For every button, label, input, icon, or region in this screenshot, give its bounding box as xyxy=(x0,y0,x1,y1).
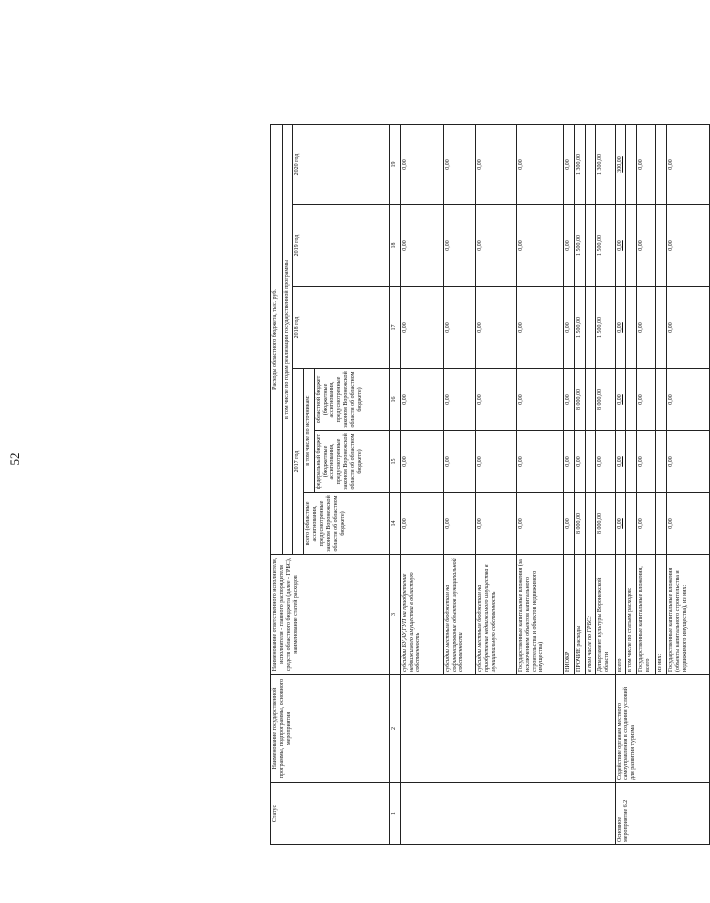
header-year-2018: 2018 год xyxy=(293,287,390,369)
measure-name: Содействие органам местного самоуправления в создании условий для развития туризма xyxy=(615,675,709,783)
header-status: Статус xyxy=(271,783,390,845)
budget-sheet xyxy=(270,125,710,845)
value-cell: 0,00 xyxy=(400,124,443,204)
value-cell: 0,00 xyxy=(564,431,575,493)
value-cell: 1 300,00 xyxy=(596,124,615,204)
value-cell xyxy=(656,493,667,555)
col-number-14: 14 xyxy=(389,493,400,555)
value-cell xyxy=(656,124,667,204)
value-cell: 0,00 xyxy=(443,493,475,555)
value-cell: 0,00 xyxy=(475,431,516,493)
col-number-17: 17 xyxy=(389,287,400,369)
col-number-19: 19 xyxy=(389,124,400,204)
value-cell xyxy=(626,124,637,204)
col-number-2: 2 xyxy=(389,675,400,783)
value-cell: 0,00 xyxy=(666,493,709,555)
row-label: Департамент культуры Воронежской области xyxy=(596,555,615,675)
header-year-2020: 2020 год xyxy=(293,124,390,204)
value-cell: 0,00 xyxy=(443,287,475,369)
value-cell: 0,00 xyxy=(516,205,563,287)
value-cell xyxy=(626,431,637,493)
value-cell: 300,00 xyxy=(615,124,626,204)
value-cell: 0,00 xyxy=(666,205,709,287)
value-cell xyxy=(585,205,596,287)
value-cell: 0,00 xyxy=(666,124,709,204)
value-cell: 0,00 xyxy=(615,205,626,287)
value-cell: 0,00 xyxy=(596,431,615,493)
value-cell xyxy=(656,369,667,431)
row-label: из них: xyxy=(656,555,667,675)
value-cell: 0,00 xyxy=(636,205,655,287)
value-cell: 0,00 xyxy=(636,369,655,431)
value-cell: 0,00 xyxy=(516,287,563,369)
value-cell xyxy=(656,287,667,369)
value-cell: 0,00 xyxy=(564,369,575,431)
value-cell: 0,00 xyxy=(475,369,516,431)
value-cell: 0,00 xyxy=(400,493,443,555)
value-cell: 1 500,00 xyxy=(596,287,615,369)
header-by-years: в том числе по годам реализации государственной программы xyxy=(282,124,293,554)
header-regional-column: областной бюджет (бюджетные ассигнования, предусмотренные законом Воронежской области об областном бюджете) xyxy=(314,369,389,431)
value-cell: 8 000,00 xyxy=(596,493,615,555)
value-cell: 0,00 xyxy=(475,287,516,369)
value-cell: 0,00 xyxy=(400,287,443,369)
value-cell: 0,00 xyxy=(475,124,516,204)
table-row xyxy=(615,124,626,844)
col-number-1: 1 xyxy=(389,783,400,845)
value-cell: 0,00 xyxy=(666,287,709,369)
value-cell: 0,00 xyxy=(615,287,626,369)
value-cell: 0,00 xyxy=(443,205,475,287)
col-number-3: 3 xyxy=(389,555,400,675)
value-cell: 0,00 xyxy=(516,493,563,555)
value-cell: 0,00 xyxy=(615,369,626,431)
value-cell: 1 500,00 xyxy=(596,205,615,287)
value-cell: 0,00 xyxy=(400,369,443,431)
value-cell xyxy=(656,431,667,493)
header-executor: Наименование ответственного исполнителя, исполнителя - главного распорядителя средств областного бюджета (далее - ГРБС), наименование статей расходов xyxy=(271,555,390,675)
header-federal-column: федеральный бюджет (бюджетные ассигнования, предусмотренные законом Воронежской области об областном бюджете) xyxy=(314,431,389,493)
value-cell xyxy=(626,493,637,555)
value-cell: 0,00 xyxy=(516,369,563,431)
value-cell: 0,00 xyxy=(443,431,475,493)
value-cell: 1 500,00 xyxy=(574,287,585,369)
value-cell: 0,00 xyxy=(564,205,575,287)
value-cell: 0,00 xyxy=(564,493,575,555)
table-row xyxy=(400,124,443,844)
header-year-2017: 2017 год xyxy=(293,369,304,555)
budget-table xyxy=(270,124,710,845)
program-cell-empty xyxy=(400,675,615,783)
row-label: НИОКР xyxy=(564,555,575,675)
header-year-2019: 2019 год xyxy=(293,205,390,287)
header-incl-sources: в том числе по источникам: xyxy=(304,369,315,493)
value-cell: 1 500,00 xyxy=(574,205,585,287)
value-cell xyxy=(626,205,637,287)
row-label: всего xyxy=(615,555,626,675)
value-cell: 0,00 xyxy=(615,493,626,555)
value-cell xyxy=(585,287,596,369)
measure-status: Основное мероприятие 6.2 xyxy=(615,783,709,845)
value-cell xyxy=(585,493,596,555)
value-cell: 8 000,00 xyxy=(574,369,585,431)
value-cell: 0,00 xyxy=(516,124,563,204)
row-label: субсидии местным бюджетам на приобретение недвижимого имущества в муниципальную собственность xyxy=(475,555,516,675)
value-cell: 0,00 xyxy=(666,431,709,493)
col-number-16: 16 xyxy=(389,369,400,431)
row-label: Государственные капитальные вложения, всего xyxy=(636,555,655,675)
value-cell: 8 000,00 xyxy=(596,369,615,431)
value-cell xyxy=(626,287,637,369)
value-cell: 0,00 xyxy=(475,493,516,555)
value-cell xyxy=(626,369,637,431)
value-cell: 0,00 xyxy=(564,124,575,204)
value-cell: 0,00 xyxy=(574,431,585,493)
value-cell: 0,00 xyxy=(615,431,626,493)
row-label: субсидии местным бюджетам на софинансирование объектов муниципальной собственности xyxy=(443,555,475,675)
row-label: Государственные капитальные вложения (за исключением объектов капитального строительства и объектов недвижимого имущества) xyxy=(516,555,563,675)
row-label: ПРОЧИЕ расходы xyxy=(574,555,585,675)
header-program-name: Наименование государственной программы, подпрограммы, основного мероприятия xyxy=(271,675,390,783)
value-cell: 0,00 xyxy=(636,124,655,204)
value-cell: 0,00 xyxy=(636,493,655,555)
value-cell: 8 000,00 xyxy=(574,493,585,555)
page-number: 52 xyxy=(7,452,22,466)
row-label: субсидии БУ,АУ,ГУП на приобретение недвижимого имущества в областную собственность xyxy=(400,555,443,675)
status-cell-empty xyxy=(400,783,615,845)
value-cell: 0,00 xyxy=(516,431,563,493)
value-cell: 0,00 xyxy=(636,431,655,493)
value-cell: 0,00 xyxy=(475,205,516,287)
value-cell: 0,00 xyxy=(564,287,575,369)
row-label: в том числе по ГРБС: xyxy=(585,555,596,675)
value-cell xyxy=(656,205,667,287)
value-cell: 0,00 xyxy=(400,205,443,287)
value-cell xyxy=(585,431,596,493)
header-expenses-title: Расходы областного бюджета, тыс. руб. xyxy=(271,124,283,554)
value-cell xyxy=(585,369,596,431)
row-label: Государственные капитальные вложения (объекты капитального строительства и недвижимого имущества), из них: xyxy=(666,555,709,675)
col-number-15: 15 xyxy=(389,431,400,493)
value-cell: 0,00 xyxy=(636,287,655,369)
header-total-column: всего (областные ассигнования, предусмотренные законом Воронежской области об областном бюджете) xyxy=(304,493,390,555)
row-label: в том числе по статьям расходов: xyxy=(626,555,637,675)
col-number-18: 18 xyxy=(389,205,400,287)
value-cell: 0,00 xyxy=(400,431,443,493)
value-cell: 0,00 xyxy=(666,369,709,431)
value-cell: 0,00 xyxy=(443,124,475,204)
value-cell xyxy=(585,124,596,204)
value-cell: 1 300,00 xyxy=(574,124,585,204)
value-cell: 0,00 xyxy=(443,369,475,431)
